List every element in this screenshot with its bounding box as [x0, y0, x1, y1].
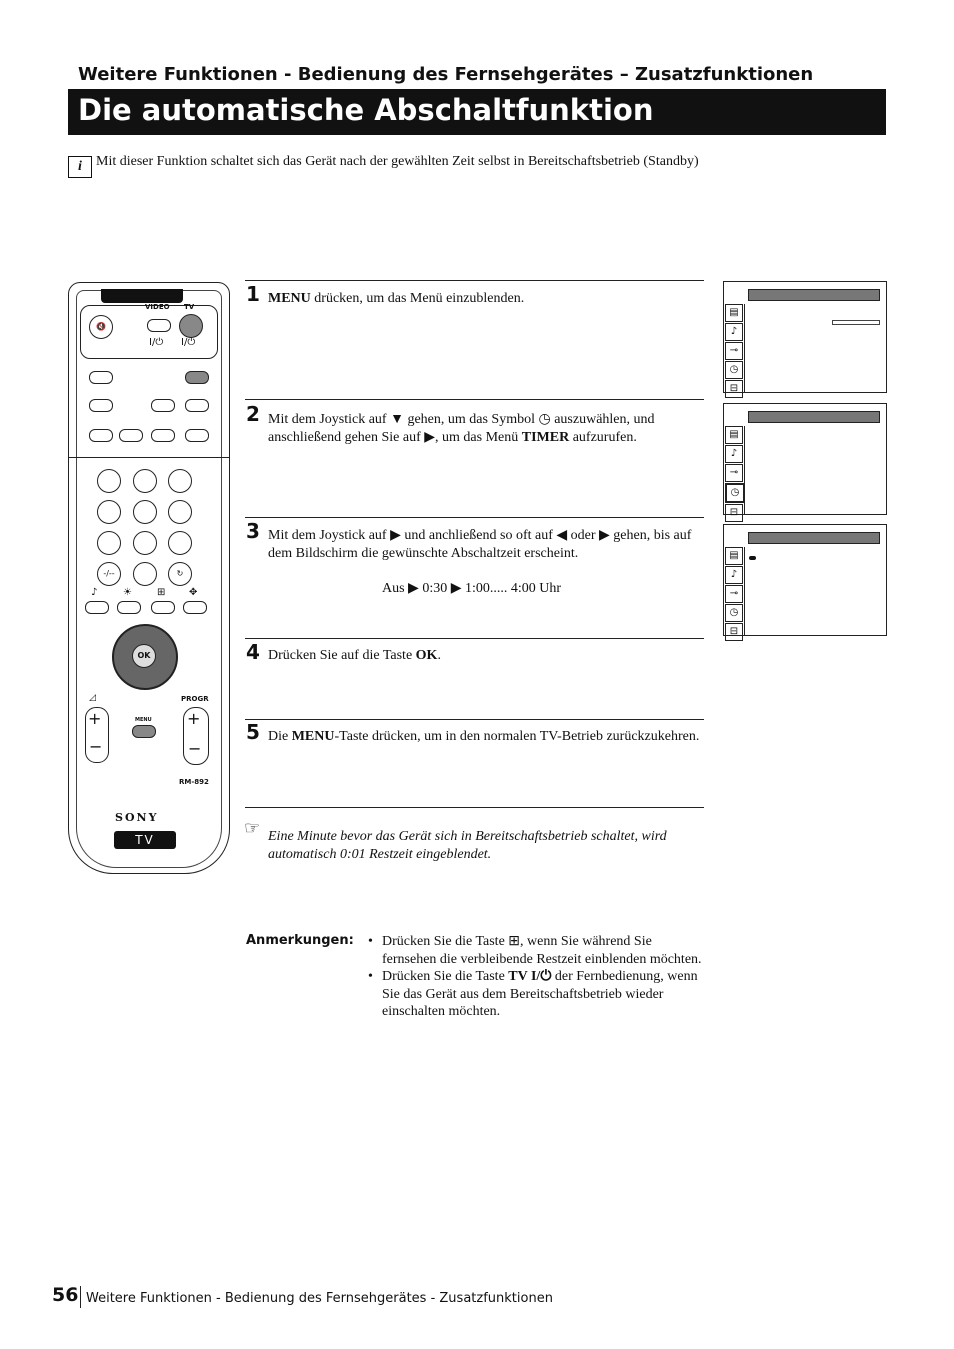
input-icon: ⊸: [725, 464, 743, 482]
video-power-label: I/⏻: [149, 337, 164, 348]
timer-icon: ◷: [725, 483, 745, 503]
teletext-icon: ▤: [725, 304, 743, 322]
sound-button[interactable]: [85, 601, 109, 614]
screen-button[interactable]: [151, 601, 175, 614]
screen-icon: ⊞: [157, 587, 166, 598]
step-rule: [245, 280, 704, 281]
page-number: 56: [52, 1284, 79, 1306]
step-rule: [245, 399, 704, 400]
note-item: • Drücken Sie die Taste TV I/⏻ der Fernbedienung, wenn Sie das Gerät aus dem Bereitschaftsbetrieb wieder einschalten möchten.: [368, 968, 708, 1021]
setup-icon: ⊟: [725, 504, 743, 522]
step-number: 1: [246, 282, 260, 306]
remote-divider: [69, 457, 229, 458]
tt-c-button[interactable]: [151, 429, 175, 442]
teletext-icon: ▤: [725, 426, 743, 444]
digit-toggle-button[interactable]: -/--: [97, 562, 121, 586]
number-key-3[interactable]: [168, 469, 192, 493]
menu-icons: [725, 304, 743, 399]
number-key-8[interactable]: [133, 531, 157, 555]
remote-small-button[interactable]: [89, 371, 113, 384]
menu-divider: [744, 547, 745, 635]
step-5-text: Die MENU-Taste drücken, um in den normalen TV-Betrieb zurückzukehren.: [268, 729, 700, 744]
menu-icons: [725, 426, 743, 523]
setup-icon: ⊟: [725, 380, 743, 398]
menu-screen-2: [723, 403, 887, 518]
notes-label: Anmerkungen:: [246, 933, 354, 948]
step-number: 4: [246, 640, 260, 664]
volume-icon: ◿: [89, 693, 96, 703]
tv-badge: TV: [114, 831, 176, 849]
input-icon: ⊸: [725, 585, 743, 603]
tv-label: TV: [184, 303, 195, 311]
input-icon: ⊸: [725, 342, 743, 360]
menu-title-bar: [748, 289, 880, 301]
number-key-0[interactable]: [133, 562, 157, 586]
teletext-icon: ▤: [725, 547, 743, 565]
number-key-6[interactable]: [168, 500, 192, 524]
menu-slider: [832, 320, 880, 325]
pip-button[interactable]: [151, 399, 175, 412]
tip-rule: [245, 807, 704, 808]
note-item: • Drücken Sie die Taste ⊞, wenn Sie während Sie fernsehen die verbleibende Restzeit einblenden möchten.: [368, 933, 708, 968]
joystick-ok-button[interactable]: OK: [132, 644, 156, 668]
menu-title-bar: [748, 411, 880, 423]
selection-marker: [749, 556, 756, 560]
teletext-button[interactable]: [89, 399, 113, 412]
tt-b-button[interactable]: [119, 429, 143, 442]
number-key-4[interactable]: [97, 500, 121, 524]
notes-list: [368, 933, 708, 1021]
number-key-1[interactable]: [97, 469, 121, 493]
progr-label: PROGR: [181, 695, 209, 703]
position-button[interactable]: [183, 601, 207, 614]
timer-icon: ◷: [725, 604, 743, 622]
footer-separator: [80, 1286, 81, 1308]
step-rule: [245, 517, 704, 518]
step-2-text: Mit dem Joystick auf ▼ gehen, um das Symbol ◷ auszuwählen, und anschließend gehen Sie auf ▶, um das Menü TIMER aufzurufen.: [268, 412, 655, 445]
menu-button[interactable]: [132, 725, 156, 738]
program-minus-icon: −: [188, 739, 202, 758]
step-3-sequence: Aus ▶ 0:30 ▶ 1:00..... 4:00 Uhr: [382, 581, 562, 596]
sound-icon: ♪: [725, 445, 743, 463]
step-number: 2: [246, 402, 260, 426]
info-icon: i: [68, 156, 92, 178]
tv-power-button[interactable]: [179, 314, 203, 338]
info-button[interactable]: [185, 371, 209, 384]
step-1-text: MENU drücken, um das Menü einzublenden.: [268, 291, 525, 306]
model-label: RM-892: [179, 778, 209, 786]
menu-screen-1: [723, 281, 887, 393]
menu-icons: [725, 547, 743, 642]
timer-icon: ◷: [725, 361, 743, 379]
intro-text: Mit dieser Funktion schaltet sich das Gerät nach der gewählten Zeit selbst in Bereitschaftsbetrieb (Standby): [96, 154, 699, 169]
tip-text: Eine Minute bevor das Gerät sich in Bereitschaftsbetrieb schaltet, wird automatisch 0:01 Restzeit eingeblendet.: [268, 829, 667, 862]
sound-icon: ♪: [725, 323, 743, 341]
video-power-button[interactable]: [147, 319, 171, 332]
step-3-text: Mit dem Joystick auf ▶ und anchließend so oft auf ◀ oder ▶ gehen, bis auf dem Bildschirm die gewünschte Abschaltzeit erscheint.: [268, 528, 692, 561]
program-plus-icon: +: [187, 709, 201, 728]
note-icon: ♪: [91, 587, 98, 598]
footer-text: Weitere Funktionen - Bedienung des Fernsehgerätes - Zusatzfunktionen: [86, 1291, 553, 1306]
brightness-icon: ☀: [123, 587, 132, 598]
title-bar: [68, 89, 886, 135]
number-key-5[interactable]: [133, 500, 157, 524]
ir-window: [101, 289, 183, 303]
sound-icon: ♪: [725, 566, 743, 584]
brand-logo: SONY: [115, 811, 159, 824]
step-number: 5: [246, 720, 260, 744]
input-button[interactable]: [185, 399, 209, 412]
menu-screen-3: [723, 524, 887, 636]
tip-hand-icon: ☞: [244, 818, 261, 838]
tv-power-label: I/⏻: [181, 337, 196, 348]
section-heading: Weitere Funktionen - Bedienung des Fernsehgerätes – Zusatzfunktionen: [78, 64, 814, 85]
menu-divider: [744, 304, 745, 392]
jump-button[interactable]: ↻: [168, 562, 192, 586]
remote-inner-panel: [76, 290, 222, 868]
tt-a-button[interactable]: [89, 429, 113, 442]
page-title: Die automatische Abschaltfunktion: [78, 93, 654, 127]
menu-label: MENU: [135, 717, 152, 723]
step-rule: [245, 638, 704, 639]
volume-plus-icon: +: [88, 709, 102, 728]
number-key-2[interactable]: [133, 469, 157, 493]
menu-divider: [744, 426, 745, 514]
number-key-9[interactable]: [168, 531, 192, 555]
tt-d-button[interactable]: [185, 429, 209, 442]
step-number: 3: [246, 519, 260, 543]
volume-minus-icon: −: [89, 737, 103, 756]
move-icon: ✥: [189, 587, 198, 598]
number-key-7[interactable]: [97, 531, 121, 555]
step-rule: [245, 719, 704, 720]
picture-button[interactable]: [117, 601, 141, 614]
mute-button[interactable]: 🔇: [89, 315, 113, 339]
menu-title-bar: [748, 532, 880, 544]
step-4-text: Drücken Sie auf die Taste OK.: [268, 648, 441, 663]
setup-icon: ⊟: [725, 623, 743, 641]
video-label: VIDEO: [145, 303, 170, 311]
